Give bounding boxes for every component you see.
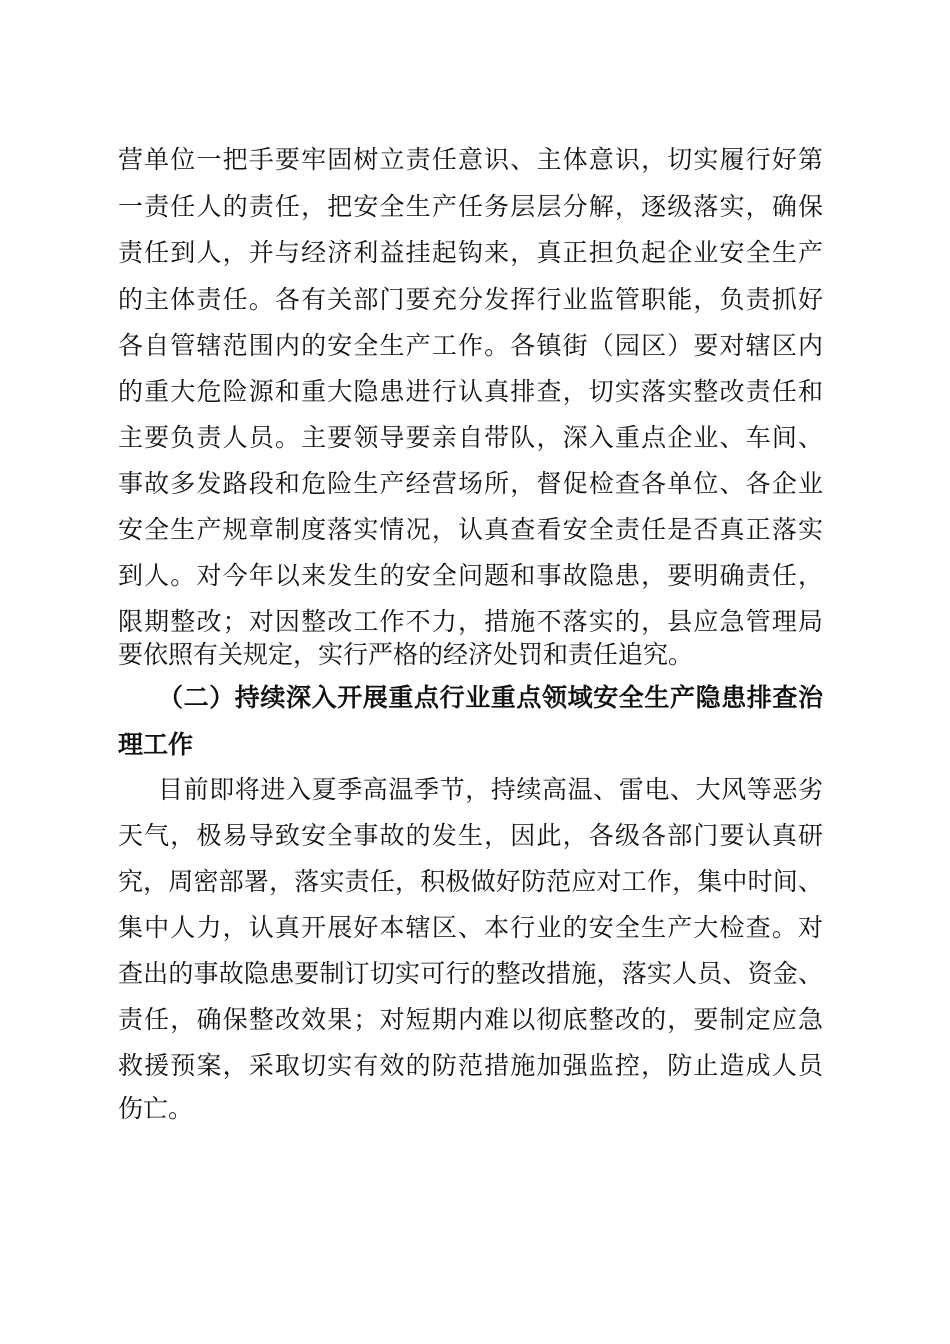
heading-line: （二）持续深入开展重点行业重点领域安全生产隐患排查治 — [158, 683, 823, 712]
text-line: 限期整改；对因整改工作不力，措施不落实的，县应急管理局 — [118, 607, 823, 636]
text-line: 的重大危险源和重大隐患进行认真排查，切实落实整改责任和 — [118, 377, 823, 406]
text-line: 究，周密部署，落实责任，积极做好防范应对工作，集中时间、 — [118, 867, 823, 896]
text-line: 到人。对今年以来发生的安全问题和事故隐患，要明确责任， — [118, 561, 823, 590]
text-line: 救援预案，采取切实有效的防范措施加强监控，防止造成人员 — [118, 1051, 823, 1080]
text-line: 主要负责人员。主要领导要亲自带队，深入重点企业、车间、 — [118, 423, 823, 452]
text-line: 责任，确保整改效果；对短期内难以彻底整改的，要制定应急 — [118, 1005, 823, 1034]
text-line: 各自管辖范围内的安全生产工作。各镇街（园区）要对辖区内 — [118, 331, 823, 360]
text-line: 天气，极易导致安全事故的发生，因此，各级各部门要认真研 — [118, 821, 823, 850]
text-line: 营单位一把手要牢固树立责任意识、主体意识，切实履行好第 — [118, 145, 823, 174]
text-line: 一责任人的责任，把安全生产任务层层分解，逐级落实，确保 — [118, 192, 823, 221]
text-line: 的主体责任。各有关部门要充分发挥行业监管职能，负责抓好 — [118, 285, 823, 314]
text-line: 责任到人，并与经济利益挂起钩来，真正担负起企业安全生产 — [118, 238, 823, 267]
text-line: 安全生产规章制度落实情况，认真查看安全责任是否真正落实 — [118, 515, 823, 544]
text-line: 目前即将进入夏季高温季节，持续高温、雷电、大风等恶劣 — [158, 775, 823, 804]
text-line: 集中人力，认真开展好本辖区、本行业的安全生产大检查。对 — [118, 913, 823, 942]
text-line: 要依照有关规定，实行严格的经济处罚和责任追究。 — [118, 640, 694, 669]
text-line: 查出的事故隐患要制订切实可行的整改措施，落实人员、资金、 — [118, 959, 823, 988]
text-line: 伤亡。 — [118, 1094, 194, 1123]
heading-line: 理工作 — [118, 730, 194, 759]
text-line: 事故多发路段和危险生产经营场所，督促检查各单位、各企业 — [118, 469, 823, 498]
